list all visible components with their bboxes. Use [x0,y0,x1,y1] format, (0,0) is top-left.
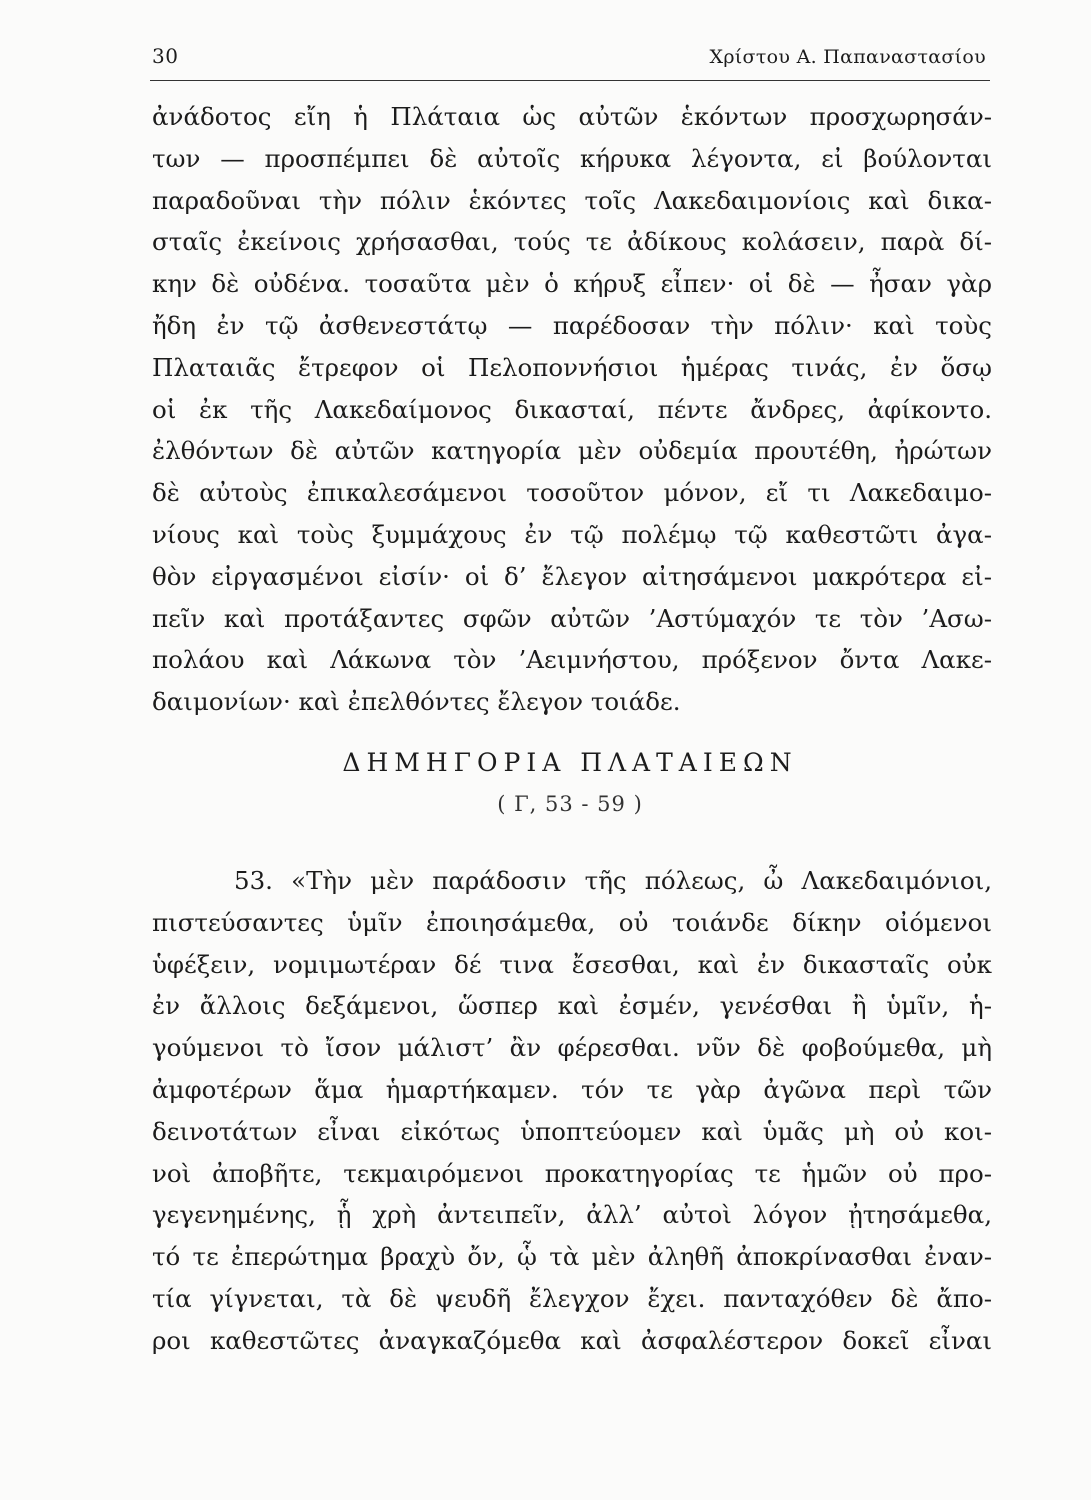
section-reference: ( Γ, 53 - 59 ) [497,792,643,816]
text-line: δεινοτάτων εἶναι εἰκότως ὑποπτεύομεν καὶ ὑμᾶς μὴ οὐ κοι- [152,1116,992,1146]
text-line: παραδοῦναι τὴν πόλιν ἑκόντες τοῖς Λακεδαιμονίοις καὶ δικα- [152,185,992,215]
text-line: πεῖν καὶ προτάξαντες σφῶν αὐτῶν ’Αστύμαχόν τε τὸν ’Ασω- [152,603,992,633]
text-line: ἐν ἄλλοις δεξάμενοι, ὥσπερ καὶ ἐσμέν, γενέσθαι ἢ ὑμῖν, ἡ- [152,991,992,1021]
text-line: ἀνάδοτος εἴη ἡ Πλάταια ὡς αὐτῶν ἑκόντων προσχωρησάν- [152,102,992,131]
page-header [150,44,990,81]
text-line: γεγενημένης, ᾗ χρὴ ἀντειπεῖν, ἀλλ’ αὐτοὶ λόγον ᾐτησάμεθα, [152,1200,992,1230]
text-line: θὸν εἰργασμένοι εἰσίν· οἱ δ’ ἔλεγον αἰτησάμενοι μακρότερα εἰ- [152,561,992,591]
text-line: γούμενοι τὸ ἴσον μάλιστ’ ἂν φέρεσθαι. νῦν δὲ φοβούμεθα, μὴ [152,1033,992,1063]
text-line: 53. «Τὴν μὲν παράδοσιν τῆς πόλεως, ὦ Λακεδαιμόνιοι, [234,866,992,895]
text-line: ὑφέξειν, νομιμωτέραν δέ τινα ἔσεσθαι, καὶ ἐν δικασταῖς οὐκ [152,949,992,979]
text-line: δὲ αὐτοὺς ἐπικαλεσάμενοι τοσοῦτον μόνον, εἴ τι Λακεδαιμο- [152,478,992,508]
text-line: τία γίγνεται, τὰ δὲ ψευδῆ ἔλεγχον ἔχει. πανταχόθεν δὲ ἄπο- [152,1283,992,1313]
running-head: Χρίστου Α. Παπαναστασίου [709,46,986,68]
text-line: πολάου καὶ Λάκωνα τὸν ’Αειμνήστου, πρόξενον ὄντα Λακε- [152,645,992,675]
text-line: των — προσπέμπει δὲ αὐτοῖς κήρυκα λέγοντα, εἰ βούλονται [152,143,992,173]
text-line: νοὶ ἀποβῆτε, τεκμαιρόμενοι προκατηγορίας τε ἡμῶν οὐ προ- [152,1158,992,1188]
text-line: τό τε ἐπερώτημα βραχὺ ὄν, ᾧ τὰ μὲν ἀληθῆ ἀποκρίνασθαι ἐναν- [152,1242,992,1272]
page-number: 30 [152,44,179,68]
text-line: ροι καθεστῶτες ἀναγκαζόμεθα καὶ ἀσφαλέστερον δοκεῖ εἶναι [152,1325,992,1355]
paragraph-speech [152,860,992,1362]
text-line: Πλαταιᾶς ἔτρεφον οἱ Πελοποννήσιοι ἡμέρας τινάς, ἐν ὅσῳ [152,352,992,382]
paragraph-narrative [152,96,992,723]
text-line: ἀμφοτέρων ἅμα ἡμαρτήκαμεν. τόν τε γὰρ ἀγῶνα περὶ τῶν [152,1074,992,1104]
text-line: κην δὲ οὐδένα. τοσαῦτα μὲν ὁ κήρυξ εἶπεν· οἱ δὲ — ἦσαν γὰρ [152,269,992,299]
text-line: δαιμονίων· καὶ ἐπελθόντες ἔλεγον τοιάδε. [152,687,681,717]
text-line: πιστεύσαντες ὑμῖν ἐποιησάμεθα, οὐ τοιάνδε δίκην οἰόμενοι [152,907,992,937]
text-line: οἱ ἐκ τῆς Λακεδαίμονος δικασταί, πέντε ἄνδρες, ἀφίκοντο. [152,394,992,424]
text-line: σταῖς ἐκείνοις χρήσασθαι, τούς τε ἀδίκους κολάσειν, παρὰ δί- [152,227,992,257]
text-line: νίους καὶ τοὺς ξυμμάχους ἐν τῷ πολέμῳ τῷ καθεστῶτι ἀγα- [152,519,992,549]
text-line: ἤδη ἐν τῷ ἀσθενεστάτῳ — παρέδοσαν τὴν πόλιν· καὶ τοὺς [152,310,992,340]
section-title: ΔΗΜΗΓΟΡΙΑ ΠΛΑΤΑΙΕΩΝ [342,748,798,777]
text-line: ἐλθόντων δὲ αὐτῶν κατηγορία μὲν οὐδεμία προυτέθη, ἠρώτων [152,436,992,466]
